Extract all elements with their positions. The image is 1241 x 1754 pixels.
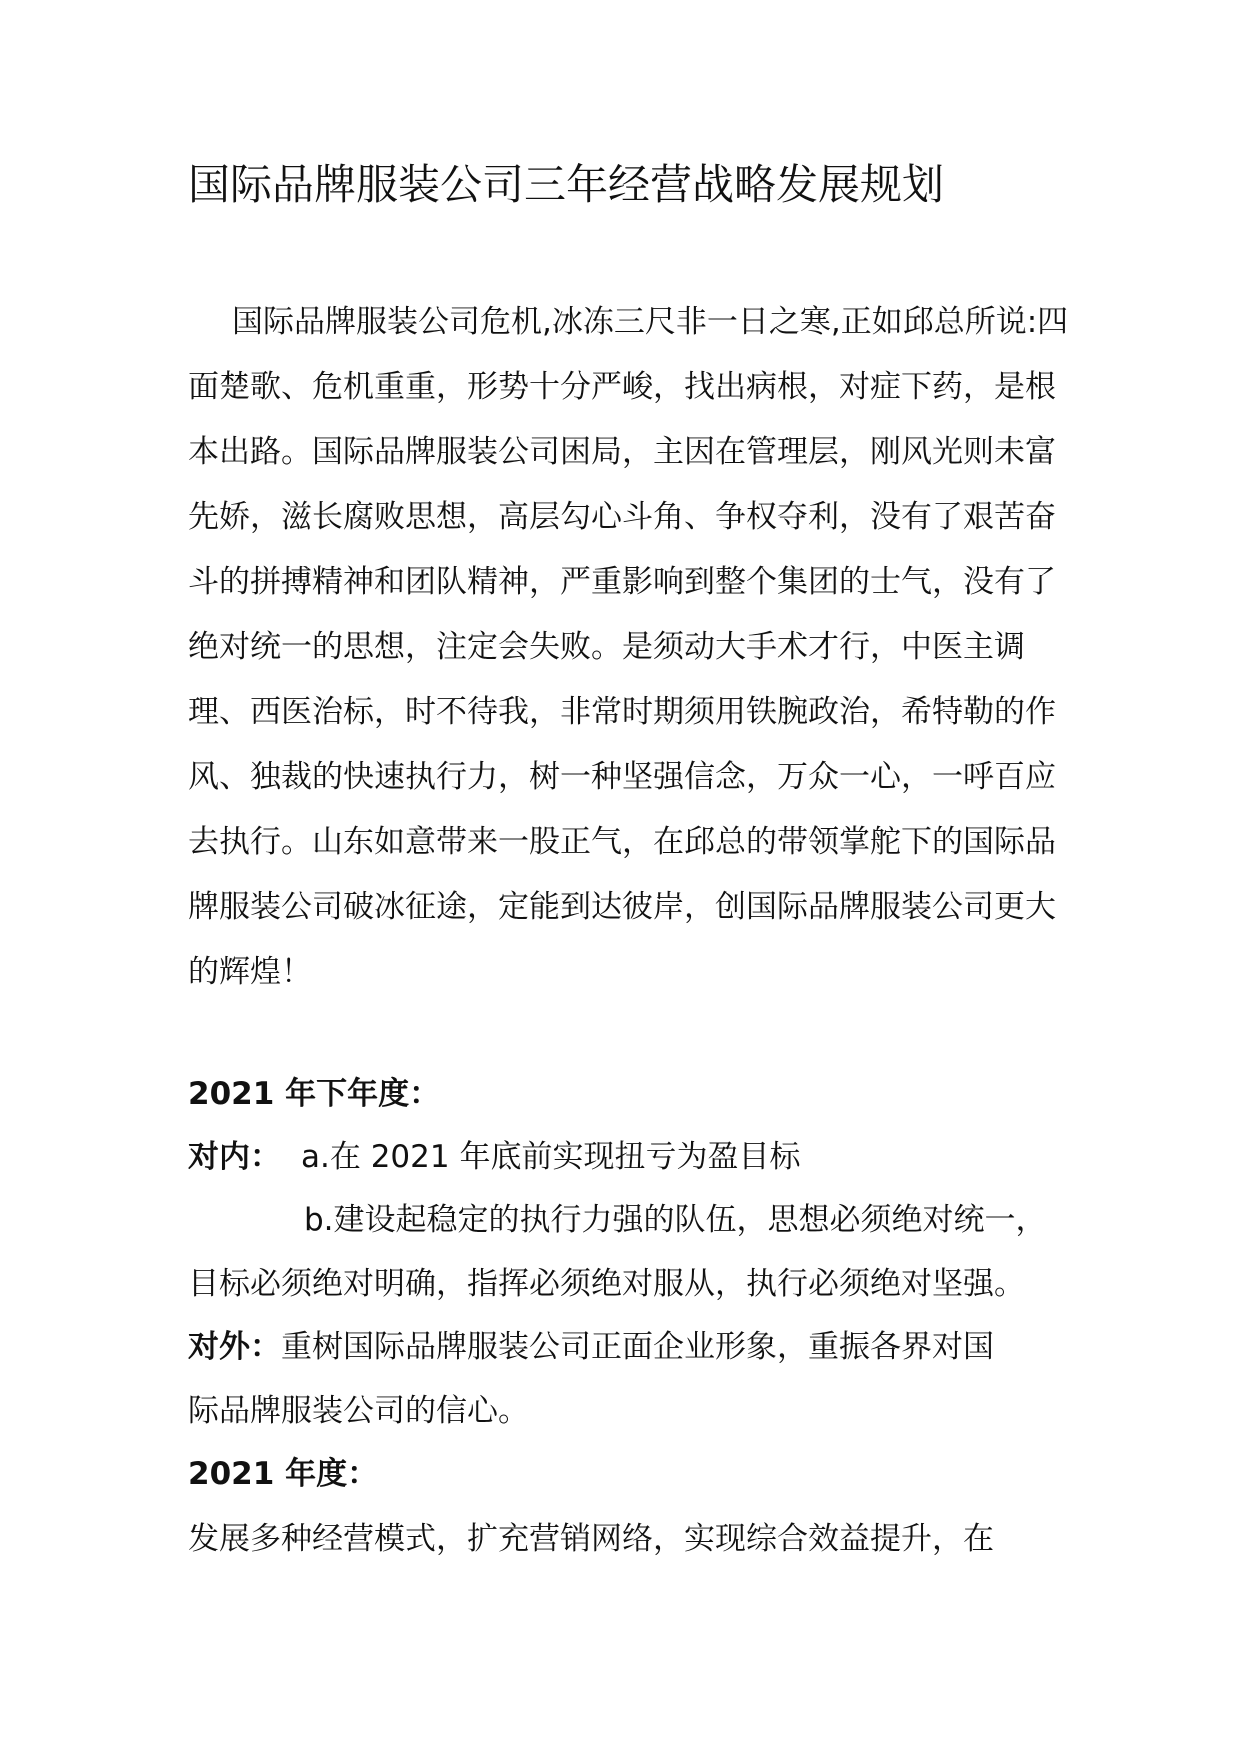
inner-goal-b: b.建设起稳定的执行力强的队伍，思想必须绝对统一， <box>304 1202 1047 1238</box>
section-heading-2021: 2021 年度： <box>188 1456 379 1492</box>
inner-goal-a: a.在 2021 年底前实现扭亏为盈目标 <box>301 1139 801 1175</box>
section-2021-paragraph: 发展多种经营模式，扩充营销网络，实现综合效益提升，在 <box>188 1521 994 1557</box>
inner-goal-a-line <box>188 1127 800 1187</box>
inner-goal-b-continued: 目标必须绝对明确，指挥必须绝对服从，执行必须绝对坚强。 <box>188 1266 1025 1302</box>
outer-goal-line <box>188 1317 994 1377</box>
outer-goal-continued: 际品牌服装公司的信心。 <box>188 1393 529 1429</box>
outer-label: 对外： <box>188 1329 281 1365</box>
section-heading-2021-h2: 2021 年下年度： <box>188 1076 441 1112</box>
document-title: 国际品牌服装公司三年经营战略发展规划 <box>188 160 945 209</box>
inner-label: 对内： <box>188 1139 281 1175</box>
intro-paragraph: 国际品牌服装公司危机,冰冻三尺非一日之寒,正如邱总所说:四面楚歌、危机重重，形势十分严峻，找出病根，对症下药，是根本出路。国际品牌服装公司困局，主因在管理层，刚风光则未富先娇，滋长腐败思想，高层勾心斗角、争权夺利，没有了艰苦奋斗的拼搏精神和团队精神，严重影响到整个集团的士气，没有了绝对统一的思想，注定会失败。是须动大手术才行，中医主调理、西医治标，时不待我，非常时期须用铁腕政治，希特勒的作风、独裁的快速执行力，树一种坚强信念，万众一心，一呼百应去执行。山东如意带来一股正气，在邱总的带领掌舵下的国际品牌服装公司破冰征途，定能到达彼岸，创国际品牌服装公司更大的辉煌！ <box>188 304 1069 990</box>
outer-goal-text: 重树国际品牌服装公司正面企业形象，重振各界对国 <box>281 1329 994 1365</box>
